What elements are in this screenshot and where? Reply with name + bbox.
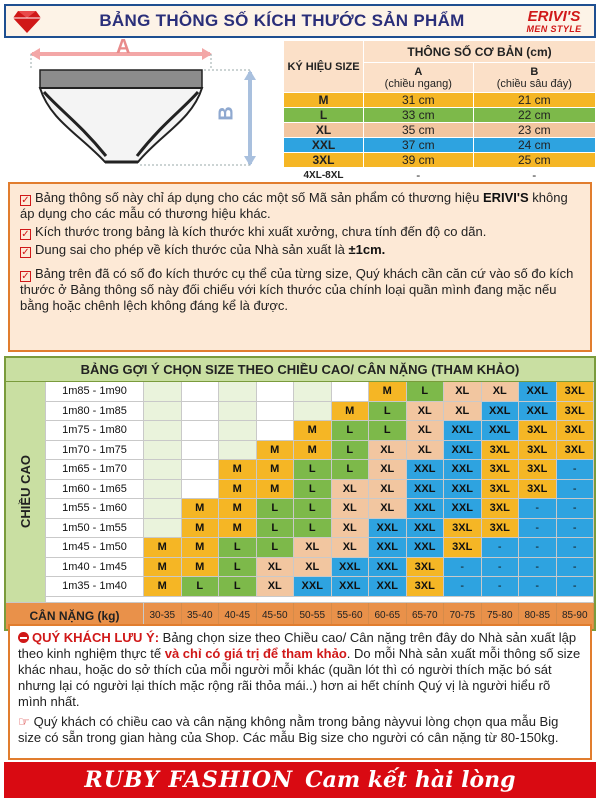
spec-value-b: 22 cm xyxy=(473,108,595,123)
size-cell: XL xyxy=(332,519,370,539)
size-cell: 3XL xyxy=(482,441,520,461)
note-2: ✓ Kích thước trong bảng là kích thước khi xuất xưởng, chưa tính đến độ co dãn. xyxy=(21,224,487,240)
weight-range-label: 40-45 xyxy=(219,603,257,629)
spec-size: XL xyxy=(284,123,364,138)
size-cell: XL xyxy=(369,480,407,500)
brand-sub: MEN STYLE xyxy=(526,23,582,34)
size-cell: 3XL xyxy=(482,460,520,480)
check-icon: ✓ xyxy=(21,271,30,282)
footer-banner xyxy=(4,762,596,798)
size-cell: 3XL xyxy=(519,480,557,500)
note-1: ✓ Bảng thông số này chỉ áp dụng cho các một số Mã sản phẩm có thương hiệu ERIVI'S không áp dụng cho các mẫu có thương hiệu khác. xyxy=(20,190,568,221)
pointing-hand-icon: ☞ xyxy=(18,714,30,729)
spec-value-b: 23 cm xyxy=(473,123,595,138)
size-cell: - xyxy=(557,519,595,539)
header xyxy=(4,4,596,38)
weight-range-label: 65-70 xyxy=(407,603,445,629)
warning-1: QUÝ KHÁCH LƯU Ý: Bảng chọn size theo Chiều cao/ Cân nặng trên đây do Nhà sản xuất lập theo kinh nghiệm thực tế và chỉ có giá trị để tham khảo. Do mỗi Nhà sản xuất mỗi thông số size khác nhau, hoặc do sở thích của mỗi người mỗi khác (quần lót thì có người thích mặc bó sát nhưng lại có người lại thích mặc rộng rãi thỏa mái..) hơn ai hết chính Quý vị là người hiểu rõ mình nhất. xyxy=(18,630,581,709)
size-cell: L xyxy=(294,480,332,500)
size-cell: M xyxy=(182,558,220,578)
size-cell: XL xyxy=(294,538,332,558)
size-cell: L xyxy=(369,402,407,422)
size-cell: - xyxy=(557,558,595,578)
spec-header-a: A (chiều ngang) xyxy=(364,63,474,93)
size-cell: XXL xyxy=(444,499,482,519)
size-cell: 3XL xyxy=(482,519,520,539)
label-b: B xyxy=(215,106,238,121)
check-icon: ✓ xyxy=(21,195,30,206)
height-range-label: 1m45 - 1m50 xyxy=(46,538,144,558)
weight-axis-label: CÂN NẶNG (kg) xyxy=(6,603,144,629)
size-cell xyxy=(144,421,182,441)
size-cell xyxy=(219,382,257,402)
size-cell: XL xyxy=(257,558,295,578)
size-cell: XXL xyxy=(407,538,445,558)
height-range-label: 1m55 - 1m60 xyxy=(46,499,144,519)
spec-header-size: KÝ HIỆU SIZE xyxy=(284,41,364,93)
height-range-label: 1m80 - 1m85 xyxy=(46,402,144,422)
spec-value-a: 33 cm xyxy=(364,108,474,123)
brand-name: ERIVI'S xyxy=(527,7,581,25)
size-cell: L xyxy=(294,499,332,519)
size-cell xyxy=(182,421,220,441)
weight-range-label: 55-60 xyxy=(332,603,370,629)
size-cell: XXL xyxy=(482,402,520,422)
size-cell: XXL xyxy=(444,460,482,480)
spec-value-a: 37 cm xyxy=(364,138,474,153)
spec-size: L xyxy=(284,108,364,123)
size-cell: M xyxy=(219,480,257,500)
size-cell xyxy=(219,441,257,461)
size-cell: M xyxy=(182,499,220,519)
size-cell: XXL xyxy=(407,460,445,480)
height-range-label: 1m40 - 1m45 xyxy=(46,558,144,578)
size-cell: XL xyxy=(332,499,370,519)
spec-value-a: 35 cm xyxy=(364,123,474,138)
size-cell: L xyxy=(219,538,257,558)
diamond-logo-icon xyxy=(6,6,48,36)
spec-table xyxy=(283,40,596,183)
spec-value-b: - xyxy=(473,168,595,183)
size-cell xyxy=(257,421,295,441)
size-cell: XL xyxy=(444,382,482,402)
spec-row xyxy=(284,138,596,153)
size-cell: - xyxy=(557,577,595,597)
size-cell: XXL xyxy=(444,421,482,441)
notes-box xyxy=(8,182,592,352)
spec-row xyxy=(284,168,596,183)
size-cell: L xyxy=(257,519,295,539)
size-cell: M xyxy=(294,441,332,461)
size-cell xyxy=(219,421,257,441)
footer-slogan: Cam kết hài lòng xyxy=(305,767,516,793)
page-title: BẢNG THÔNG SỐ KÍCH THƯỚC SẢN PHẨM xyxy=(99,11,465,30)
height-range-label: 1m70 - 1m75 xyxy=(46,441,144,461)
size-cell: L xyxy=(182,577,220,597)
size-cell: XXL xyxy=(369,558,407,578)
size-cell: XL xyxy=(444,402,482,422)
weight-range-label: 60-65 xyxy=(369,603,407,629)
size-cell: 3XL xyxy=(482,499,520,519)
size-cell: L xyxy=(369,421,407,441)
spec-header-b: B (chiều sâu đáy) xyxy=(473,63,595,93)
note-4: ✓ Bảng trên đã có số đo kích thước cụ thể của từng size, Quý khách cần căn cứ vào số đo kích thước ở Bảng thông số này đối chiếu với kích thước của chính loại quần mình đang mặc nếu bằng hoặc chênh lệch không đáng kể là được. xyxy=(20,266,574,313)
spec-value-a: 39 cm xyxy=(364,153,474,168)
size-cell: M xyxy=(257,480,295,500)
size-cell: - xyxy=(519,577,557,597)
footer-shop-name: RUBY FASHION xyxy=(84,767,294,793)
size-cell: - xyxy=(444,577,482,597)
spec-row xyxy=(284,123,596,138)
label-a: A xyxy=(116,36,131,58)
warning-title: QUÝ KHÁCH LƯU Ý: xyxy=(32,630,160,645)
size-cell xyxy=(257,382,295,402)
size-cell: L xyxy=(257,499,295,519)
size-cell: L xyxy=(294,519,332,539)
size-cell xyxy=(182,460,220,480)
size-cell: XXL xyxy=(407,480,445,500)
size-cell: XL xyxy=(332,480,370,500)
spec-value-a: - xyxy=(364,168,474,183)
size-cell: XXL xyxy=(407,519,445,539)
warning-box xyxy=(8,624,592,760)
size-cell: - xyxy=(482,538,520,558)
weight-range-label: 50-55 xyxy=(294,603,332,629)
spec-value-b: 24 cm xyxy=(473,138,595,153)
note-3: ✓ Dung sai cho phép về kích thước của Nhà sản xuất là ±1cm. xyxy=(21,242,386,258)
spec-size: M xyxy=(284,93,364,108)
weight-range-label: 70-75 xyxy=(444,603,482,629)
size-cell: L xyxy=(332,441,370,461)
size-cell: M xyxy=(219,499,257,519)
spec-header-basic: THÔNG SỐ CƠ BẢN (cm) xyxy=(364,41,596,63)
size-cell xyxy=(144,519,182,539)
size-cell: - xyxy=(557,480,595,500)
chart-grid xyxy=(6,382,594,629)
size-cell: L xyxy=(219,577,257,597)
size-cell: XXL xyxy=(369,538,407,558)
size-cell xyxy=(182,441,220,461)
spec-size: XXL xyxy=(284,138,364,153)
size-cell: XXL xyxy=(369,577,407,597)
size-cell: XL xyxy=(482,382,520,402)
size-cell: - xyxy=(482,577,520,597)
size-cell: 3XL xyxy=(407,558,445,578)
size-cell: 3XL xyxy=(557,382,595,402)
size-cell: XL xyxy=(407,421,445,441)
height-range-label: 1m65 - 1m70 xyxy=(46,460,144,480)
size-cell: 3XL xyxy=(519,460,557,480)
check-icon: ✓ xyxy=(21,229,30,240)
size-cell xyxy=(144,460,182,480)
size-cell xyxy=(182,480,220,500)
size-cell: M xyxy=(219,519,257,539)
height-range-label: 1m50 - 1m55 xyxy=(46,519,144,539)
weight-range-label: 45-50 xyxy=(257,603,295,629)
size-cell xyxy=(294,382,332,402)
size-cell: XL xyxy=(369,460,407,480)
height-range-label: 1m60 - 1m65 xyxy=(46,480,144,500)
size-cell: - xyxy=(519,499,557,519)
size-cell: M xyxy=(332,402,370,422)
spec-size: 4XL-8XL xyxy=(284,168,364,183)
size-cell: XXL xyxy=(444,441,482,461)
size-cell xyxy=(144,441,182,461)
size-cell: M xyxy=(294,421,332,441)
height-range-label: 1m35 - 1m40 xyxy=(46,577,144,597)
size-cell: XL xyxy=(407,402,445,422)
size-cell: - xyxy=(519,538,557,558)
spec-value-b: 25 cm xyxy=(473,153,595,168)
size-cell: M xyxy=(219,460,257,480)
size-cell: 3XL xyxy=(557,402,595,422)
size-cell: XL xyxy=(369,499,407,519)
size-cell: XXL xyxy=(294,577,332,597)
size-cell: L xyxy=(332,421,370,441)
size-cell: XXL xyxy=(407,499,445,519)
spec-value-b: 21 cm xyxy=(473,93,595,108)
size-cell: XL xyxy=(369,441,407,461)
brand-logo xyxy=(516,6,592,36)
size-cell: 3XL xyxy=(444,519,482,539)
height-axis-label: CHIỀU CAO xyxy=(6,382,46,603)
size-cell: M xyxy=(144,558,182,578)
spec-size: 3XL xyxy=(284,153,364,168)
size-cell: 3XL xyxy=(557,441,595,461)
size-cell: XXL xyxy=(332,577,370,597)
size-cell: XXL xyxy=(332,558,370,578)
size-cell xyxy=(144,402,182,422)
size-cell: XL xyxy=(407,441,445,461)
product-illustration xyxy=(10,36,280,180)
size-cell: 3XL xyxy=(519,441,557,461)
spec-value-a: 31 cm xyxy=(364,93,474,108)
height-range-label: 1m75 - 1m80 xyxy=(46,421,144,441)
weight-range-label: 30-35 xyxy=(144,603,182,629)
size-cell: L xyxy=(294,460,332,480)
weight-range-label: 75-80 xyxy=(482,603,520,629)
size-cell xyxy=(144,499,182,519)
size-cell: L xyxy=(257,538,295,558)
size-cell: 3XL xyxy=(407,577,445,597)
size-cell xyxy=(144,480,182,500)
weight-range-label: 35-40 xyxy=(182,603,220,629)
size-cell: L xyxy=(219,558,257,578)
size-cell: 3XL xyxy=(482,480,520,500)
size-cell: XXL xyxy=(482,421,520,441)
size-cell: 3XL xyxy=(557,421,595,441)
size-cell: M xyxy=(257,441,295,461)
size-cell: M xyxy=(257,460,295,480)
chart-title: BẢNG GỢI Ý CHỌN SIZE THEO CHIỀU CAO/ CÂN NẶNG (THAM KHẢO) xyxy=(6,358,594,382)
size-cell: M xyxy=(144,538,182,558)
size-cell: - xyxy=(557,460,595,480)
size-cell xyxy=(294,402,332,422)
size-cell: XXL xyxy=(369,519,407,539)
size-cell xyxy=(257,402,295,422)
spec-row xyxy=(284,108,596,123)
size-cell: - xyxy=(519,558,557,578)
size-cell: 3XL xyxy=(519,421,557,441)
no-entry-icon xyxy=(18,632,29,643)
size-cell: - xyxy=(444,558,482,578)
check-icon: ✓ xyxy=(21,247,30,258)
size-cell: L xyxy=(407,382,445,402)
size-cell: - xyxy=(557,538,595,558)
warning-2: ☞ Quý khách có chiều cao và cân nặng không nằm trong bảng nàyvui lòng chọn qua mẫu Big size có sẵn trong gian hàng của Shop. Các mẫu Big size cho người có cân nặng từ 80-150kg. xyxy=(18,714,559,745)
height-range-label: 1m85 - 1m90 xyxy=(46,382,144,402)
spec-row xyxy=(284,93,596,108)
spec-row xyxy=(284,153,596,168)
size-cell: M xyxy=(182,538,220,558)
size-cell: - xyxy=(519,519,557,539)
size-cell xyxy=(332,382,370,402)
size-cell: XL xyxy=(294,558,332,578)
size-cell: - xyxy=(557,499,595,519)
size-cell xyxy=(182,402,220,422)
size-cell: - xyxy=(482,558,520,578)
size-chart xyxy=(4,356,596,631)
weight-range-label: 85-90 xyxy=(557,603,595,629)
size-cell: M xyxy=(144,577,182,597)
size-cell: M xyxy=(182,519,220,539)
size-cell xyxy=(144,382,182,402)
size-cell: XXL xyxy=(444,480,482,500)
size-cell: XL xyxy=(332,538,370,558)
size-cell: 3XL xyxy=(444,538,482,558)
size-cell: XXL xyxy=(519,402,557,422)
size-cell: M xyxy=(369,382,407,402)
size-cell: XXL xyxy=(519,382,557,402)
size-cell xyxy=(182,382,220,402)
weight-range-label: 80-85 xyxy=(519,603,557,629)
size-cell: XL xyxy=(257,577,295,597)
size-cell: L xyxy=(332,460,370,480)
size-cell xyxy=(219,402,257,422)
